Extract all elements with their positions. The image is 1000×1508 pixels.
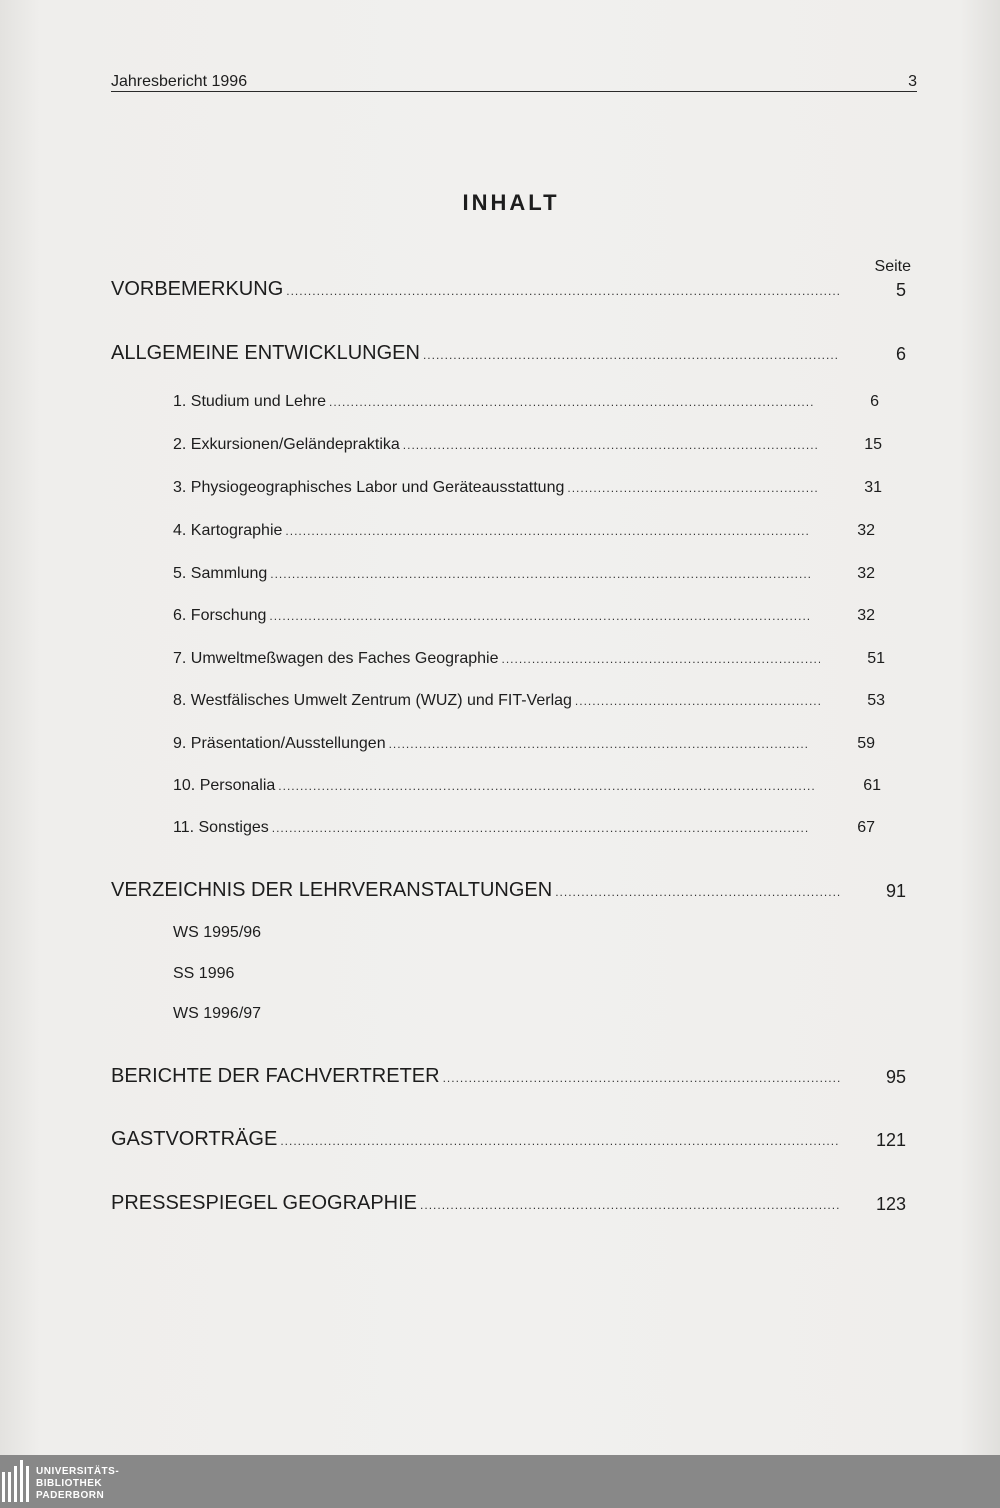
logo-line: PADERBORN	[36, 1490, 105, 1501]
toc-subentry-label: 7. Umweltmeßwagen des Faches Geographie	[173, 650, 499, 667]
toc-subentry-label: 9. Präsentation/Ausstellungen	[173, 735, 386, 752]
dot-leader	[443, 1071, 840, 1085]
dot-leader	[555, 885, 840, 899]
toc-subentry-label: 2. Exkursionen/Geländepraktika	[173, 436, 400, 453]
toc-subentry[interactable]	[173, 819, 875, 837]
toc-subentry-page: 67	[857, 819, 875, 836]
toc-subentry[interactable]	[173, 777, 881, 795]
toc-subentry[interactable]	[173, 565, 875, 583]
header-page-number: 3	[908, 73, 917, 90]
toc-subentry-page: 6	[870, 393, 879, 410]
dot-leader	[269, 609, 810, 623]
dot-leader	[423, 348, 840, 362]
running-header	[111, 73, 917, 92]
toc-subentry-page: 59	[857, 735, 875, 752]
semester-item: SS 1996	[173, 965, 235, 982]
toc-subentry[interactable]	[173, 479, 882, 497]
dot-leader	[278, 779, 816, 793]
library-footer-bar	[0, 1455, 1000, 1508]
toc-entry-verzeichnis[interactable]	[111, 879, 906, 902]
toc-entry-page: 121	[875, 1130, 906, 1150]
dot-leader	[389, 737, 810, 751]
dot-leader	[567, 481, 817, 495]
dot-leader	[285, 524, 810, 538]
dot-leader	[329, 395, 814, 409]
toc-subentry[interactable]	[173, 522, 875, 540]
toc-subentry-label: 8. Westfälisches Umwelt Zentrum (WUZ) und FIT-Verlag	[173, 692, 572, 709]
toc-subentry[interactable]	[173, 650, 885, 668]
semester-item: WS 1995/96	[173, 924, 262, 941]
header-title: Jahresbericht 1996	[111, 73, 248, 90]
toc-subentry-label: 4. Kartographie	[173, 522, 283, 539]
dot-leader	[280, 1134, 840, 1148]
dot-leader	[575, 694, 820, 708]
dot-leader	[403, 438, 817, 452]
toc-subentry-label: 3. Physiogeographisches Labor und Geräteausstattung	[173, 479, 565, 496]
toc-entry-label: PRESSESPIEGEL GEOGRAPHIE	[111, 1192, 418, 1214]
logo-line: BIBLIOTHEK	[36, 1478, 103, 1489]
page-column-label: Seite	[874, 258, 911, 275]
toc-entry-label: BERICHTE DER FACHVERTRETER	[111, 1065, 440, 1087]
toc-subentry-label: 11. Sonstiges	[173, 819, 269, 836]
toc-entry-page: 123	[875, 1194, 906, 1214]
toc-subentry-page: 61	[863, 777, 881, 794]
toc-entry-label: ALLGEMEINE ENTWICKLUNGEN	[111, 342, 420, 364]
toc-entry-pressespiegel[interactable]	[111, 1192, 906, 1215]
toc-subentry-page: 51	[867, 650, 885, 667]
ub-paderborn-barcode-logo-icon	[2, 1460, 29, 1502]
toc-subentry[interactable]	[173, 436, 882, 454]
toc-subentry-page: 15	[864, 436, 882, 453]
toc-subentry[interactable]	[173, 393, 879, 411]
toc-subentry-page: 32	[857, 607, 875, 624]
toc-entry-label: VORBEMERKUNG	[111, 278, 284, 300]
dot-leader	[286, 284, 840, 298]
logo-line: UNIVERSITÄTS-	[36, 1466, 120, 1477]
ub-paderborn-logo	[2, 1460, 119, 1502]
dot-leader	[272, 821, 810, 835]
toc-subentry-label: 5. Sammlung	[173, 565, 268, 582]
toc-subentry-page: 32	[857, 522, 875, 539]
toc-entry-label: GASTVORTRÄGE	[111, 1128, 278, 1150]
toc-entry-page: 6	[895, 344, 906, 364]
toc-entry-page: 91	[885, 881, 906, 901]
toc-subentry-page: 32	[857, 565, 875, 582]
dot-leader	[502, 652, 821, 666]
toc-subentry-page: 31	[864, 479, 882, 496]
toc-subentry[interactable]	[173, 692, 885, 710]
semester-item: WS 1996/97	[173, 1005, 262, 1022]
toc-subentry-page: 53	[867, 692, 885, 709]
toc-subentry[interactable]	[173, 735, 875, 753]
toc-entry-allgemeine-entwicklungen[interactable]	[111, 342, 906, 365]
toc-entry-page: 5	[895, 280, 906, 300]
toc-subentry-label: 6. Forschung	[173, 607, 267, 624]
toc-subentry-label: 10. Personalia	[173, 777, 276, 794]
dot-leader	[420, 1198, 840, 1212]
toc-entry-gastvortraege[interactable]	[111, 1128, 906, 1151]
toc-entry-berichte[interactable]	[111, 1065, 906, 1088]
toc-entry-vorbemerkung[interactable]	[111, 278, 906, 301]
toc-subentry[interactable]	[173, 607, 875, 625]
toc-entry-label: VERZEICHNIS DER LEHRVERANSTALTUNGEN	[111, 879, 553, 901]
toc-subentry-label: 1. Studium und Lehre	[173, 393, 326, 410]
dot-leader	[270, 567, 810, 581]
logo-text	[36, 1466, 119, 1502]
toc-entry-page: 95	[885, 1067, 906, 1087]
page-title: INHALT	[462, 190, 560, 215]
